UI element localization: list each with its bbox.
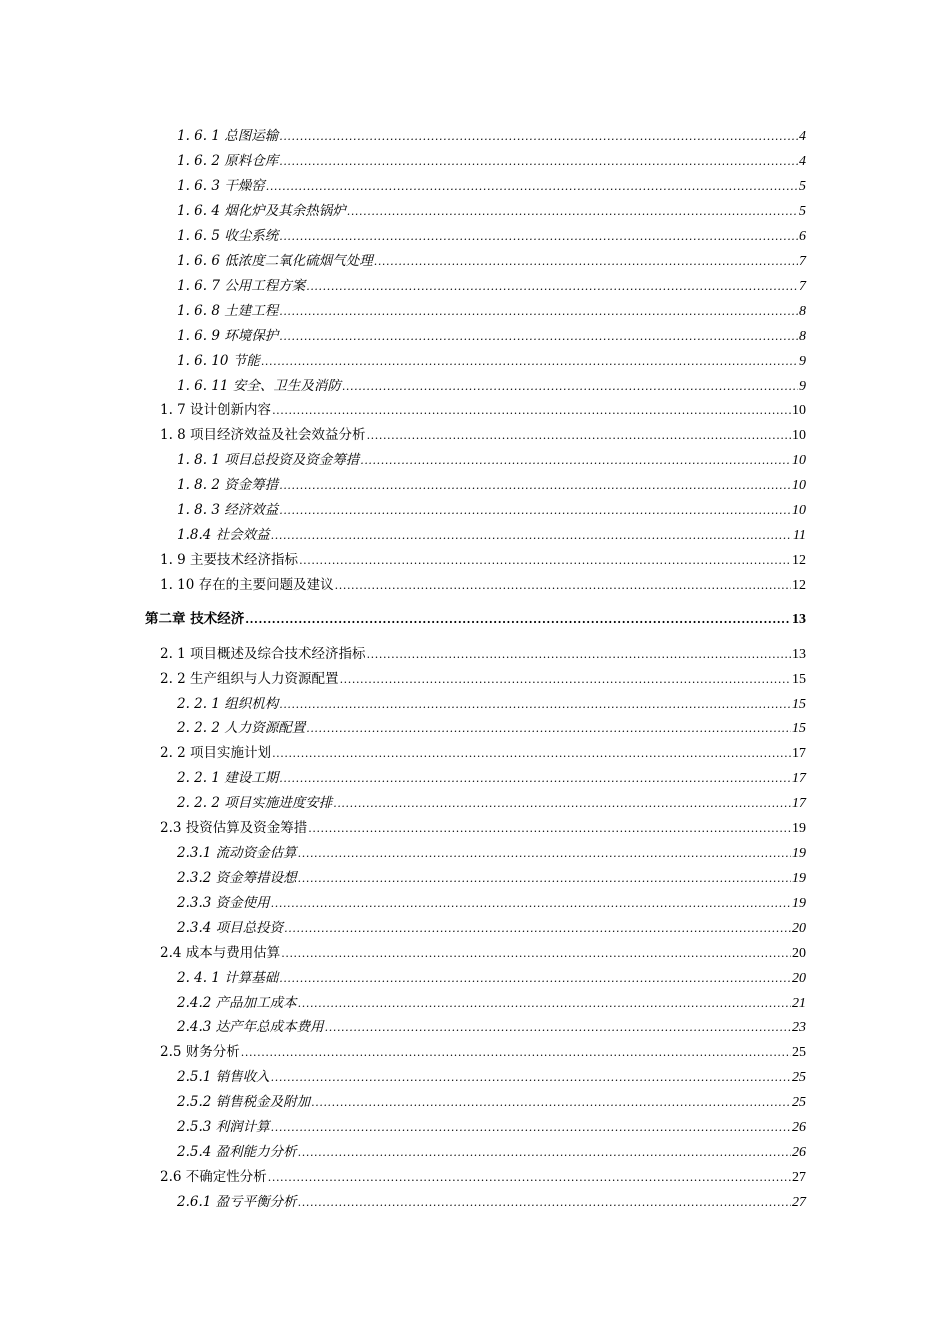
toc-entry-label: 1. 6. 9 环境保护: [177, 328, 279, 344]
toc-entry[interactable]: [177, 525, 806, 545]
toc-entry[interactable]: [177, 868, 806, 888]
toc-entry-label: 1. 6. 1 总图运输: [177, 128, 279, 144]
toc-entry[interactable]: [177, 718, 806, 738]
toc-leader: [298, 993, 791, 1014]
toc-entry-label: 2.5.3 利润计算: [177, 1119, 270, 1135]
toc-entry[interactable]: [177, 694, 806, 714]
toc-leader: [347, 201, 798, 222]
toc-entry-label: 2. 4. 1 计算基础: [177, 970, 279, 986]
toc-entry[interactable]: [177, 351, 806, 371]
toc-entry-label: 1. 6. 4 烟化炉及其余热锅炉: [177, 203, 346, 219]
toc-entry[interactable]: [160, 1167, 806, 1187]
toc-leader: [367, 644, 791, 665]
toc-leader: [311, 1092, 791, 1113]
toc-leader: [325, 1017, 791, 1038]
toc-page-number: 25: [792, 1070, 806, 1085]
toc-leader: [271, 1117, 791, 1138]
toc-entry[interactable]: [160, 743, 806, 763]
toc-leader: [279, 301, 798, 322]
toc-leader: [261, 351, 798, 372]
toc-leader: [271, 1067, 791, 1088]
toc-entry[interactable]: [160, 550, 806, 570]
toc-leader: [279, 151, 798, 172]
toc-entry-label: 1. 6. 5 收尘系统: [177, 228, 279, 244]
toc-page-number: 15: [792, 672, 806, 687]
toc-entry[interactable]: [177, 1142, 806, 1162]
toc-entry-label: 1. 6. 7 公用工程方案: [177, 278, 306, 294]
toc-leader: [335, 575, 791, 596]
toc-leader: [308, 818, 791, 839]
toc-entry-label: 2.3 投资估算及资金筹措: [160, 820, 308, 836]
toc-leader: [306, 276, 798, 297]
toc-page-number: 4: [799, 129, 806, 144]
toc-entry-label: 1. 7 设计创新内容: [160, 402, 272, 418]
toc-leader: [279, 326, 798, 347]
toc-page-number: 19: [792, 896, 806, 911]
toc-page-number: 5: [799, 204, 806, 219]
toc-entry[interactable]: [160, 400, 806, 420]
toc-entry-label: 1. 8. 3 经济效益: [177, 502, 279, 518]
toc-page-number: 10: [792, 403, 806, 418]
toc-entry[interactable]: [177, 1017, 806, 1037]
toc-page-number: 23: [792, 1020, 806, 1035]
toc-entry-label: 1. 6. 10 节能: [177, 353, 260, 369]
toc-page-number: 8: [799, 329, 806, 344]
toc-entry[interactable]: [177, 176, 806, 196]
toc-entry-label: 2.5.2 销售税金及附加: [177, 1094, 311, 1110]
toc-entry-label: 2.3.2 资金筹措设想: [177, 870, 297, 886]
toc-entry-label: 1. 9 主要技术经济指标: [160, 552, 299, 568]
toc-leader: [279, 768, 791, 789]
toc-entry-label: 2.3.3 资金使用: [177, 895, 270, 911]
toc-entry[interactable]: [177, 993, 806, 1013]
toc-page-number: 19: [792, 821, 806, 836]
toc-entry[interactable]: [177, 301, 806, 321]
toc-entry-label: 2. 1 项目概述及综合技术经济指标: [160, 646, 366, 662]
toc-entry[interactable]: [177, 376, 806, 396]
toc-page-number: 15: [792, 721, 806, 736]
toc-entry-label: 1. 8. 1 项目总投资及资金筹措: [177, 452, 360, 468]
toc-entry-label: 1. 6. 11 安全、卫生及消防: [177, 378, 341, 394]
toc-entry-label: 1. 6. 2 原料仓库: [177, 153, 279, 169]
toc-chapter-entry[interactable]: [145, 609, 806, 629]
toc-entry[interactable]: [177, 1067, 806, 1087]
toc-entry-label: 2.4.2 产品加工成本: [177, 995, 297, 1011]
toc-page-number: 10: [792, 478, 806, 493]
toc-page-number: 20: [792, 946, 806, 961]
toc-leader: [279, 475, 791, 496]
toc-entry[interactable]: [160, 575, 806, 595]
toc-leader: [272, 743, 791, 764]
toc-leader: [340, 669, 791, 690]
toc-page-number: 4: [799, 154, 806, 169]
toc-page-number: 15: [792, 697, 806, 712]
toc-entry[interactable]: [177, 500, 806, 520]
toc-entry[interactable]: [160, 943, 806, 963]
toc-entry-label: 2.5.1 销售收入: [177, 1069, 270, 1085]
toc-page-number: 17: [792, 771, 806, 786]
toc-entry[interactable]: [177, 918, 806, 938]
toc-entry[interactable]: [177, 201, 806, 221]
toc-leader: [342, 376, 798, 397]
toc-leader: [284, 918, 791, 939]
toc-entry-label: 第二章 技术经济: [145, 611, 245, 627]
toc-page-number: 11: [793, 528, 806, 543]
toc-page-number: 21: [792, 996, 806, 1011]
toc-entry[interactable]: [177, 1192, 806, 1212]
toc-page-number: 17: [792, 796, 806, 811]
toc-entry[interactable]: [177, 450, 806, 470]
toc-entry[interactable]: [160, 644, 806, 664]
toc-entry-label: 2.4 成本与费用估算: [160, 945, 281, 961]
toc-entry-label: 2.4.3 达产年总成本费用: [177, 1019, 324, 1035]
toc-entry-label: 2.3.1 流动资金估算: [177, 845, 297, 861]
toc-page-number: 17: [792, 746, 806, 761]
toc-page-number: 27: [792, 1170, 806, 1185]
toc-leader: [299, 550, 791, 571]
toc-page-number: 5: [799, 179, 806, 194]
toc-entry-label: 2.3.4 项目总投资: [177, 920, 284, 936]
toc-entry[interactable]: [160, 425, 806, 445]
toc-entry[interactable]: [177, 251, 806, 271]
toc-page-number: 10: [792, 428, 806, 443]
toc-entry[interactable]: [177, 276, 806, 296]
toc-entry-label: 1. 8 项目经济效益及社会效益分析: [160, 427, 366, 443]
toc-page-number: 9: [799, 354, 806, 369]
toc-leader: [279, 226, 798, 247]
toc-page-number: 8: [799, 304, 806, 319]
toc-page-number: 12: [792, 553, 806, 568]
toc-leader: [279, 968, 791, 989]
toc-entry-label: 1. 6. 3 干燥窑: [177, 178, 265, 194]
toc-page-number: 19: [792, 871, 806, 886]
toc-entry[interactable]: [177, 893, 806, 913]
toc-leader: [279, 694, 791, 715]
toc-entry-label: 2. 2. 1 建设工期: [177, 770, 279, 786]
toc-page-number: 10: [792, 453, 806, 468]
toc-entry-label: 1. 6. 6 低浓度二氧化硫烟气处理: [177, 253, 373, 269]
toc-entry[interactable]: [177, 793, 806, 813]
toc-leader: [271, 893, 791, 914]
toc-leader: [279, 126, 798, 147]
toc-page-number: 9: [799, 379, 806, 394]
toc-page-number: 25: [792, 1095, 806, 1110]
toc-page-number: 13: [792, 612, 806, 627]
toc-leader: [266, 176, 798, 197]
toc-entry-label: 1. 10 存在的主要问题及建议: [160, 577, 334, 593]
toc-entry[interactable]: [177, 226, 806, 246]
toc-entry-label: 2.5 财务分析: [160, 1044, 240, 1060]
toc-entry[interactable]: [160, 818, 806, 838]
toc-entry[interactable]: [160, 669, 806, 689]
toc-entry-label: 2.5.4 盈利能力分析: [177, 1144, 297, 1160]
toc-leader: [271, 525, 792, 546]
toc-leader: [272, 400, 791, 421]
toc-entry[interactable]: [177, 768, 806, 788]
toc-entry-label: 2. 2 项目实施计划: [160, 745, 272, 761]
toc-entry-label: 2. 2. 1 组织机构: [177, 696, 279, 712]
toc-entry-label: 1. 8. 2 资金筹措: [177, 477, 279, 493]
toc-entry-label: 1.8.4 社会效益: [177, 527, 270, 543]
toc-entry-label: 2.6.1 盈亏平衡分析: [177, 1194, 297, 1210]
toc-leader: [245, 609, 791, 630]
toc-leader: [281, 943, 791, 964]
toc-leader: [298, 1142, 791, 1163]
toc-page-number: 20: [792, 921, 806, 936]
toc-page-number: 26: [792, 1120, 806, 1135]
toc-page-number: 13: [792, 647, 806, 662]
toc-entry[interactable]: [177, 843, 806, 863]
toc-entry[interactable]: [160, 1042, 806, 1062]
toc-entry[interactable]: [177, 968, 806, 988]
toc-page-number: 12: [792, 578, 806, 593]
toc-leader: [360, 450, 791, 471]
toc-entry[interactable]: [177, 1117, 806, 1137]
toc-leader: [298, 868, 791, 889]
toc-entry[interactable]: [177, 151, 806, 171]
toc-leader: [374, 251, 798, 272]
toc-entry[interactable]: [177, 126, 806, 146]
toc-entry-label: 2. 2. 2 人力资源配置: [177, 720, 306, 736]
toc-leader: [367, 425, 791, 446]
toc-page-number: 25: [792, 1045, 806, 1060]
toc-page-number: 10: [792, 503, 806, 518]
toc-page-number: 6: [799, 229, 806, 244]
toc-entry[interactable]: [177, 326, 806, 346]
toc-leader: [298, 1192, 791, 1213]
toc-page-number: 7: [799, 279, 806, 294]
toc-leader: [306, 718, 791, 739]
toc-leader: [333, 793, 791, 814]
toc-page-number: 27: [792, 1195, 806, 1210]
toc-leader: [268, 1167, 791, 1188]
toc-entry-label: 2. 2 生产组织与人力资源配置: [160, 671, 339, 687]
toc-entry[interactable]: [177, 1092, 806, 1112]
toc-page-number: 7: [799, 254, 806, 269]
toc-entry-label: 2.6 不确定性分析: [160, 1169, 267, 1185]
toc-entry-label: 2. 2. 2 项目实施进度安排: [177, 795, 333, 811]
toc-leader: [241, 1042, 791, 1063]
toc-page-number: 26: [792, 1145, 806, 1160]
toc-page-number: 20: [792, 971, 806, 986]
toc-page-number: 19: [792, 846, 806, 861]
toc-entry[interactable]: [177, 475, 806, 495]
toc-leader: [279, 500, 791, 521]
toc-leader: [298, 843, 791, 864]
toc-entry-label: 1. 6. 8 土建工程: [177, 303, 279, 319]
